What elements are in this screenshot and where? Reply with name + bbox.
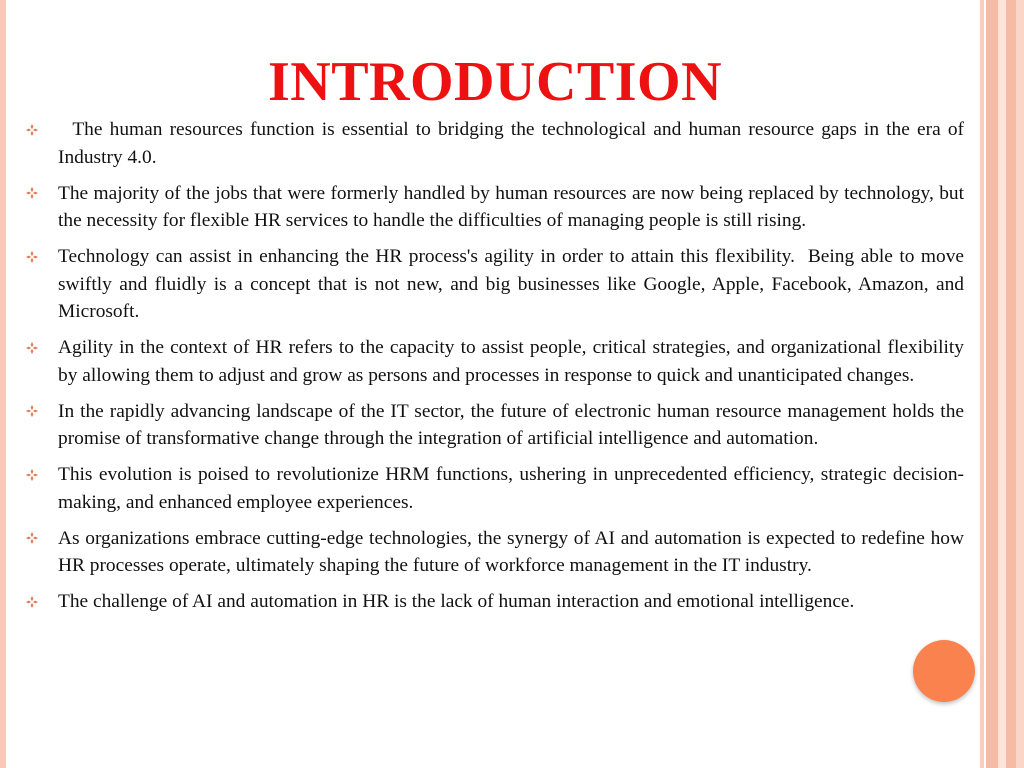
bullet-text: In the rapidly advancing landscape of the IT sector, the future of electronic human resource management holds the promise of transformative change through the integration of artificial intelligence and automation. <box>58 400 964 449</box>
bullet-item <box>26 525 964 580</box>
bullet-item <box>26 116 969 171</box>
four-diamond-bullet-icon <box>26 588 38 615</box>
bullet-text: Agility in the context of HR refers to the capacity to assist people, critical strategies, and organizational flexibility by allowing them to adjust and grow as persons and processes in response to quick and unanticipated changes. <box>58 337 964 386</box>
bullet-item <box>26 180 964 235</box>
bullet-list <box>26 116 969 624</box>
four-diamond-bullet-icon <box>26 398 38 425</box>
four-diamond-bullet-icon <box>26 180 38 207</box>
bullet-item <box>26 588 964 616</box>
bullet-item <box>26 461 964 516</box>
slide-title: INTRODUCTION <box>267 51 723 113</box>
bullet-text: As organizations embrace cutting-edge technologies, the synergy of AI and automation is expected to redefine how HR processes operate, ultimately shaping the future of workforce management in the IT industry. <box>58 527 964 576</box>
bullet-text: The human resources function is essential to bridging the technological and human resource gaps in the era of Industry 4.0. <box>58 119 969 168</box>
bullet-item <box>26 398 964 453</box>
bullet-text: The majority of the jobs that were formerly handled by human resources are now being replaced by technology, but the necessity for flexible HR services to handle the difficulties of managing people is still rising. <box>58 182 964 231</box>
four-diamond-bullet-icon <box>26 334 38 361</box>
orange-circle-decoration <box>913 640 975 702</box>
four-diamond-bullet-icon <box>26 525 38 552</box>
bullet-text: Technology can assist in enhancing the HR process's agility in order to attain this flexibility. Being able to move swiftly and fluidly is a concept that is not new, and big businesses like Google, Apple, Facebook, Amazon, and Microsoft. <box>58 246 969 322</box>
four-diamond-bullet-icon <box>26 116 38 143</box>
bullet-item <box>26 243 969 326</box>
bullet-text: This evolution is poised to revolutionize HRM functions, ushering in unprecedented efficiency, strategic decision-making, and enhanced employee experiences. <box>58 464 964 513</box>
four-diamond-bullet-icon <box>26 461 38 488</box>
four-diamond-bullet-icon <box>26 243 38 270</box>
bullet-text: The challenge of AI and automation in HR is the lack of human interaction and emotional intelligence. <box>58 591 855 612</box>
bullet-item <box>26 334 964 389</box>
